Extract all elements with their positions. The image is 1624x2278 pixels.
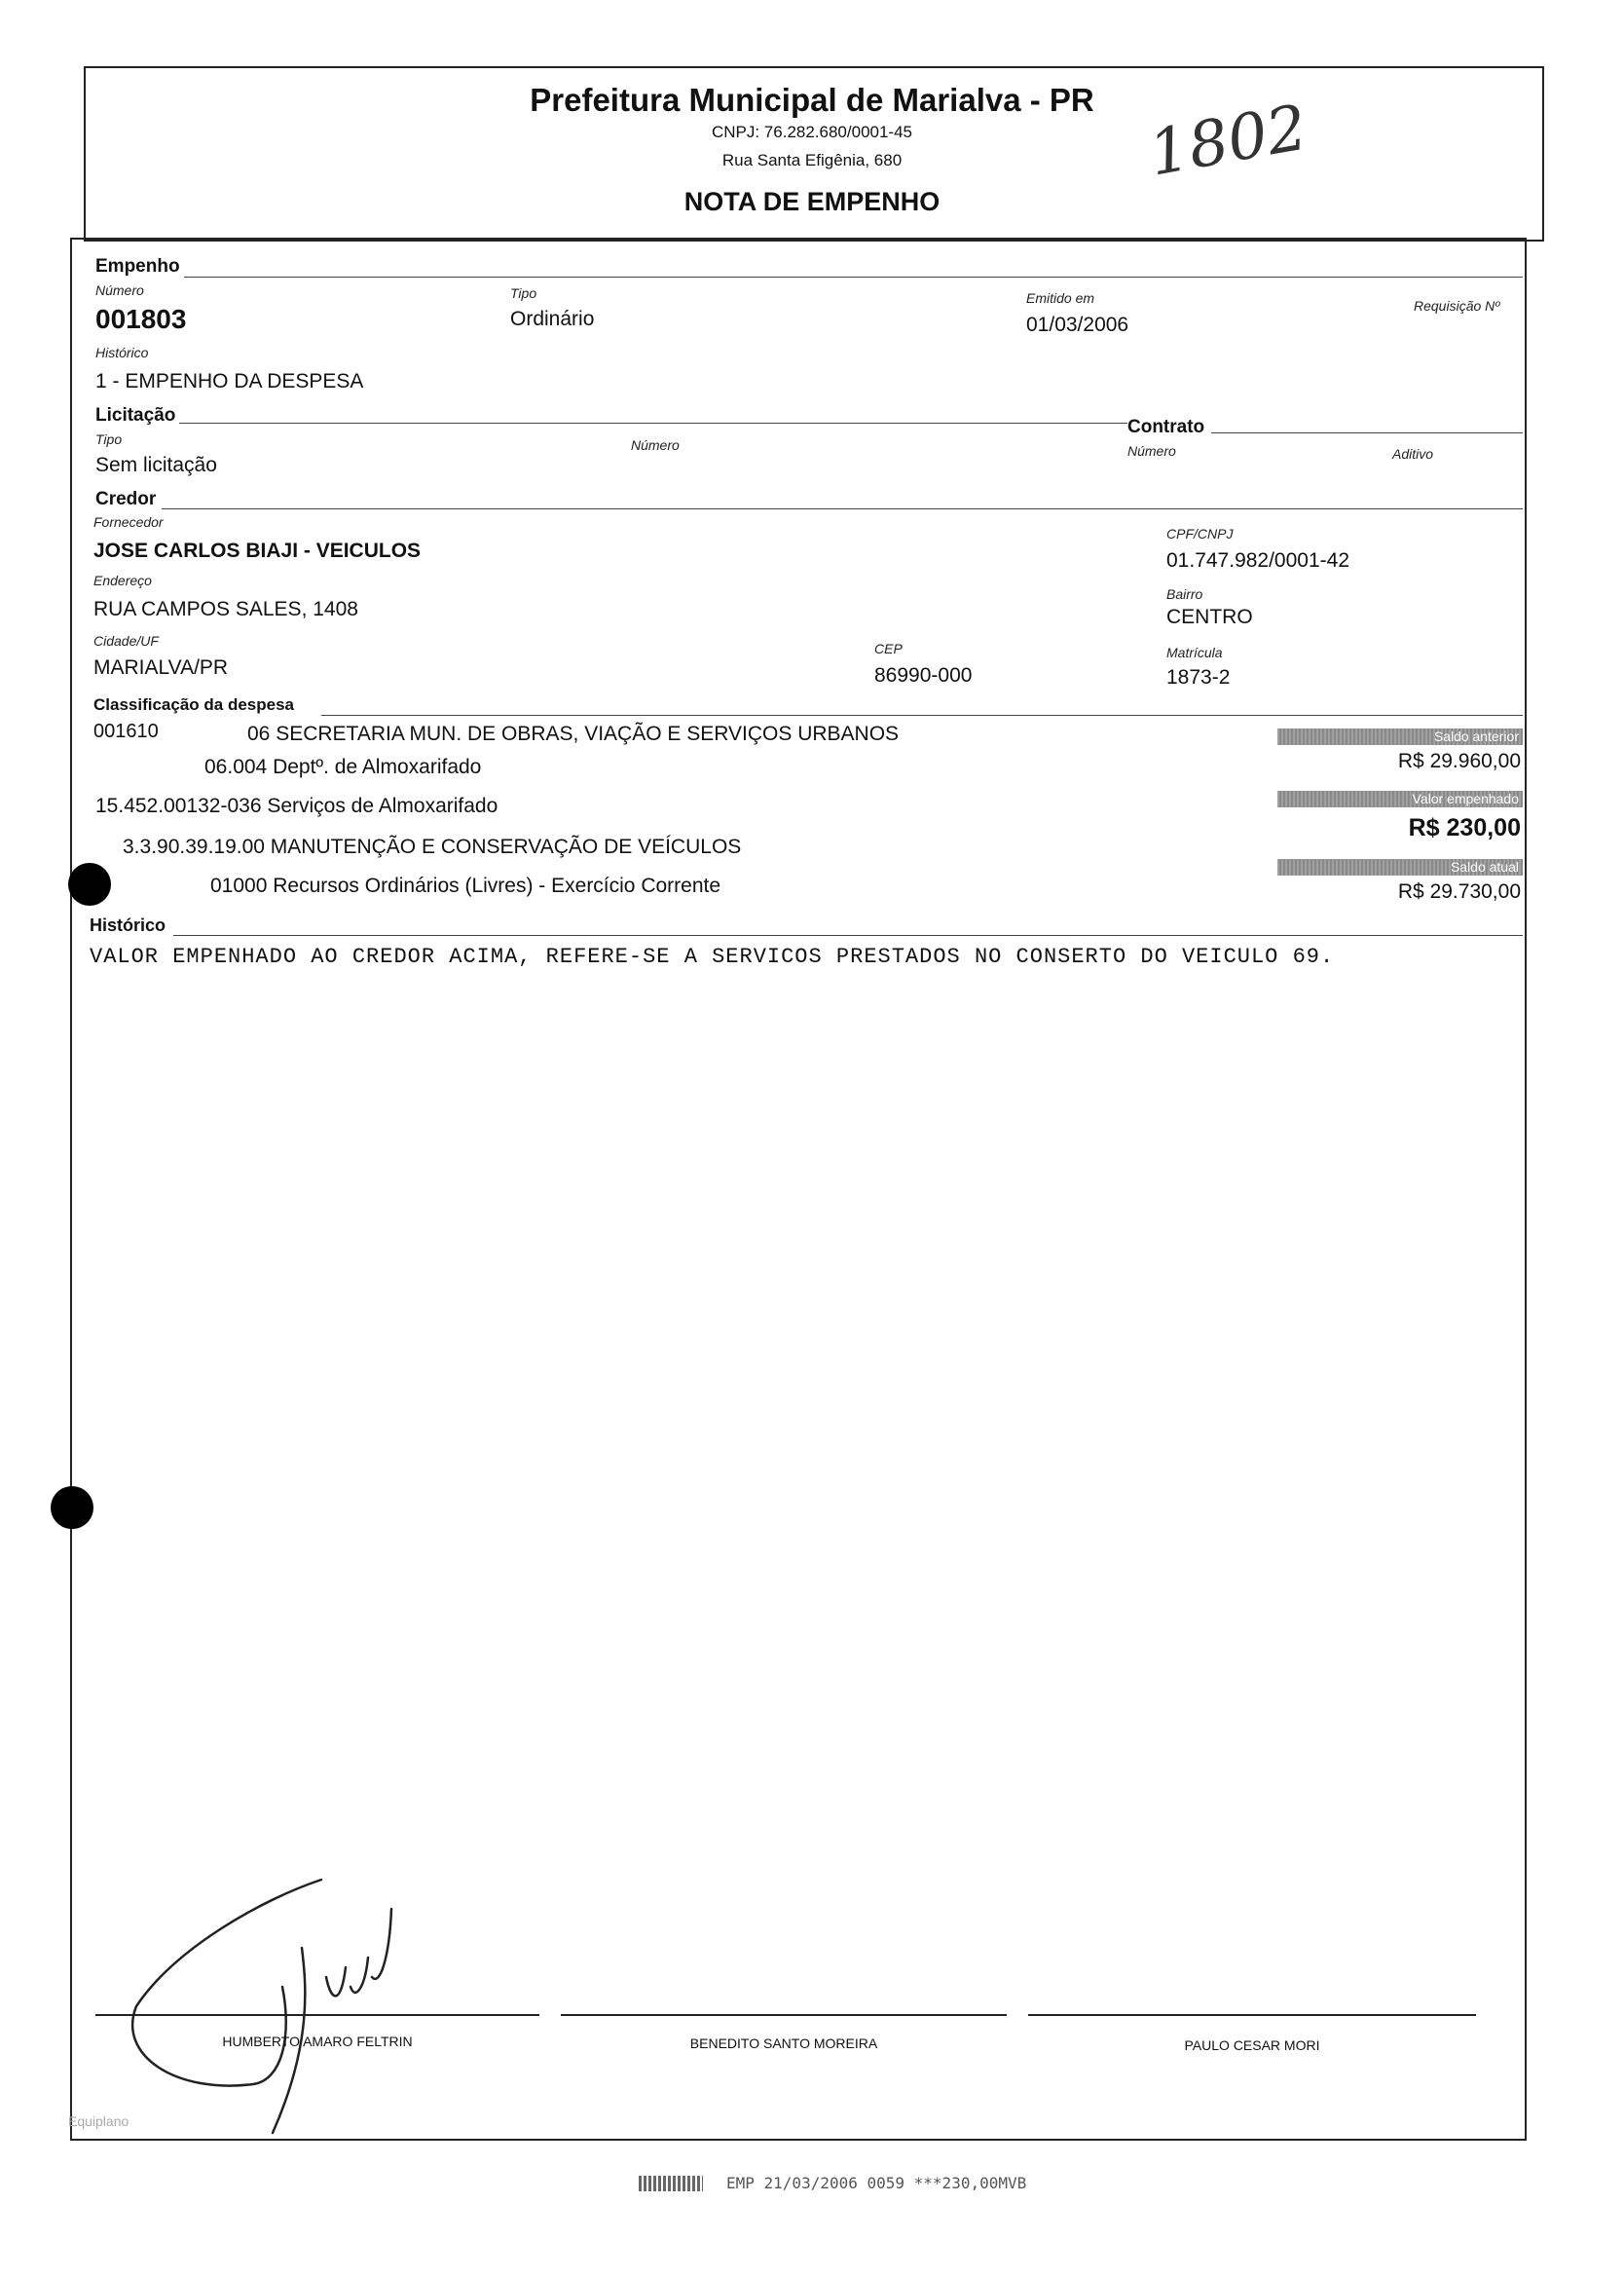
historico-divider [173, 935, 1523, 936]
empenho-tipo-label: Tipo [510, 285, 537, 301]
licitacao-numero-label: Número [631, 437, 680, 453]
licitacao-divider [175, 423, 1129, 424]
licitacao-tipo-label: Tipo [95, 431, 123, 447]
saldo-atual-value: R$ 29.730,00 [1397, 880, 1521, 903]
saldo-anterior-label: Saldo anterior [1277, 728, 1523, 745]
empenho-numero: 001803 [95, 304, 187, 334]
cpf-cnpj-value: 01.747.982/0001-42 [1166, 549, 1350, 572]
matricula-label: Matrícula [1166, 645, 1223, 660]
saldo-atual-label: Saldo atual [1277, 859, 1523, 876]
signature-name-3: PAULO CESAR MORI [1184, 2037, 1320, 2053]
address-text: Rua Santa Efigênia, 680 [721, 151, 903, 169]
endereco-label: Endereço [93, 573, 152, 588]
bairro-value: CENTRO [1166, 606, 1253, 628]
bairro-label: Bairro [1166, 586, 1203, 602]
contrato-aditivo-label: Aditivo [1392, 446, 1434, 462]
empenho-numero-label: Número [95, 282, 144, 298]
empenho-historico: 1 - EMPENHO DA DESPESA [95, 370, 364, 392]
cidade-value: MARIALVA/PR [93, 656, 229, 679]
punch-hole-top [68, 863, 111, 906]
cep-label: CEP [874, 641, 903, 656]
cidade-label: Cidade/UF [93, 633, 159, 649]
classificacao-section-title: Classificação da despesa [93, 695, 298, 715]
classificacao-line-3: 15.452.00132-036 Serviços de Almoxarifado [95, 795, 498, 817]
empenho-divider [181, 277, 1523, 278]
matricula-value: 1873-2 [1166, 666, 1231, 689]
valor-empenhado-value: R$ 230,00 [1408, 814, 1521, 841]
fornecedor-label: Fornecedor [93, 514, 164, 530]
historico-text: VALOR EMPENHADO AO CREDOR ACIMA, REFERE-SE A SERVICOS PRESTADOS NO CONSERTO DO VEICULO 69. [90, 945, 1335, 969]
contrato-numero-label: Número [1127, 443, 1176, 459]
page-title: Prefeitura Municipal de Marialva - PR [530, 82, 1094, 118]
document-frame [70, 238, 1527, 2141]
stamp-logo-icon [639, 2176, 703, 2191]
requisicao-label: Requisição Nº [1414, 298, 1500, 314]
historico-section-title: Histórico [90, 915, 169, 936]
classificacao-code: 001610 [93, 721, 159, 742]
saldo-anterior-value: R$ 29.960,00 [1397, 750, 1521, 772]
cep-value: 86990-000 [874, 664, 973, 687]
empenho-section-title: Empenho [95, 256, 184, 278]
signature-name-1: HUMBERTO AMARO FELTRIN [222, 2034, 413, 2049]
credor-divider [162, 508, 1523, 509]
punch-hole-bottom [51, 1486, 93, 1529]
document-type-title: NOTA DE EMPENHO [683, 187, 941, 216]
cashier-stamp: EMP 21/03/2006 0059 ***230,00MVB [726, 2174, 1027, 2192]
classificacao-line-2: 06.004 Deptº. de Almoxarifado [204, 756, 482, 778]
classificacao-line-4: 3.3.90.39.19.00 MANUTENÇÃO E CONSERVAÇÃO DE VEÍCULOS [123, 836, 742, 858]
handwritten-number: 1802 [1143, 92, 1313, 191]
empenho-historico-label: Histórico [95, 345, 149, 360]
licitacao-tipo: Sem licitação [95, 454, 217, 476]
cnpj-text: CNPJ: 76.282.680/0001-45 [711, 123, 913, 141]
cpf-cnpj-label: CPF/CNPJ [1166, 526, 1234, 541]
signature-name-2: BENEDITO SANTO MOREIRA [689, 2035, 878, 2051]
emitido-date: 01/03/2006 [1026, 314, 1129, 336]
contrato-divider [1211, 432, 1523, 433]
signature-line-1 [95, 2014, 539, 2016]
contrato-section-title: Contrato [1127, 417, 1208, 438]
endereco-value: RUA CAMPOS SALES, 1408 [93, 598, 358, 620]
empenho-tipo: Ordinário [510, 308, 595, 330]
classificacao-line-5: 01000 Recursos Ordinários (Livres) - Exercício Corrente [210, 875, 721, 897]
licitacao-section-title: Licitação [95, 405, 179, 427]
classificacao-line-1: 06 SECRETARIA MUN. DE OBRAS, VIAÇÃO E SERVIÇOS URBANOS [247, 723, 900, 745]
valor-empenhado-label: Valor empenhado [1277, 791, 1523, 807]
fornecedor-name: JOSE CARLOS BIAJI - VEICULOS [93, 540, 422, 562]
emitido-label: Emitido em [1026, 290, 1095, 306]
software-watermark: Equiplano [68, 2113, 129, 2129]
signature-line-3 [1028, 2014, 1476, 2016]
credor-section-title: Credor [95, 489, 160, 510]
signature-line-2 [561, 2014, 1007, 2016]
handwritten-signature [117, 1870, 467, 2143]
classificacao-divider [321, 715, 1523, 716]
